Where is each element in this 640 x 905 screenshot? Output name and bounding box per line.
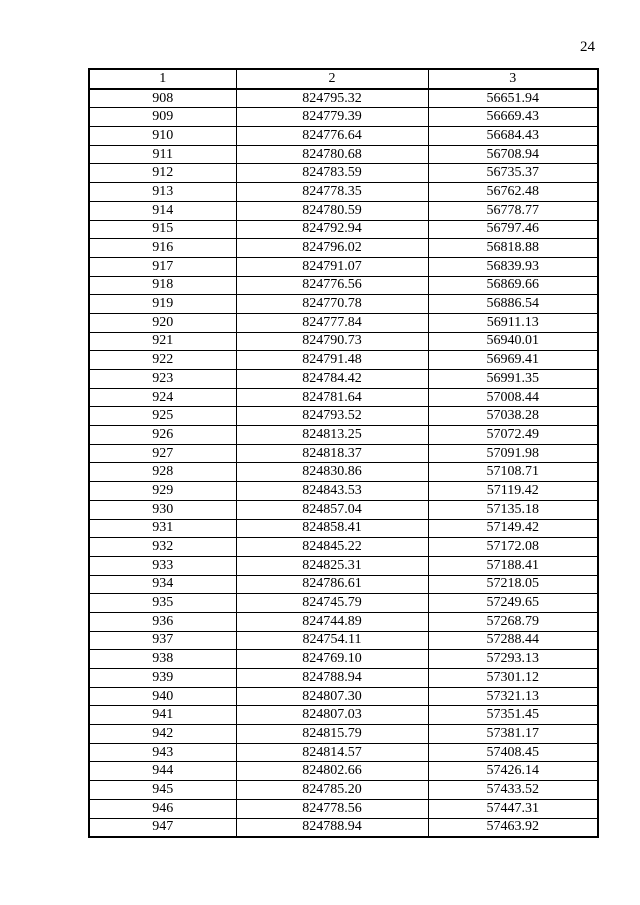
cell-y-coordinate: 56669.43: [428, 108, 598, 127]
table-row: [89, 781, 598, 800]
cell-y-coordinate: 57268.79: [428, 612, 598, 631]
cell-point-number: 925: [89, 407, 236, 426]
cell-x-coordinate: 824793.52: [236, 407, 428, 426]
column-header-point-number: 1: [89, 69, 236, 89]
cell-point-number: 931: [89, 519, 236, 538]
cell-point-number: 942: [89, 725, 236, 744]
cell-y-coordinate: 57288.44: [428, 631, 598, 650]
cell-y-coordinate: 56886.54: [428, 295, 598, 314]
cell-x-coordinate: 824830.86: [236, 463, 428, 482]
cell-y-coordinate: 57301.12: [428, 669, 598, 688]
cell-point-number: 933: [89, 556, 236, 575]
cell-y-coordinate: 56778.77: [428, 201, 598, 220]
cell-y-coordinate: 57463.92: [428, 818, 598, 837]
cell-point-number: 930: [89, 500, 236, 519]
table-row: [89, 276, 598, 295]
cell-x-coordinate: 824786.61: [236, 575, 428, 594]
cell-y-coordinate: 57351.45: [428, 706, 598, 725]
cell-x-coordinate: 824780.59: [236, 201, 428, 220]
cell-point-number: 938: [89, 650, 236, 669]
cell-point-number: 940: [89, 687, 236, 706]
table-row: [89, 669, 598, 688]
cell-x-coordinate: 824807.03: [236, 706, 428, 725]
table-row: [89, 594, 598, 613]
cell-point-number: 912: [89, 164, 236, 183]
cell-x-coordinate: 824795.32: [236, 89, 428, 108]
cell-y-coordinate: 56684.43: [428, 127, 598, 146]
cell-point-number: 945: [89, 781, 236, 800]
cell-y-coordinate: 57426.14: [428, 762, 598, 781]
cell-x-coordinate: 824818.37: [236, 444, 428, 463]
cell-point-number: 939: [89, 669, 236, 688]
table-row: [89, 612, 598, 631]
cell-y-coordinate: 57119.42: [428, 482, 598, 501]
cell-y-coordinate: 57321.13: [428, 687, 598, 706]
cell-point-number: 943: [89, 743, 236, 762]
cell-x-coordinate: 824776.56: [236, 276, 428, 295]
table-row: [89, 706, 598, 725]
cell-y-coordinate: 56839.93: [428, 257, 598, 276]
table-row: [89, 89, 598, 108]
cell-x-coordinate: 824858.41: [236, 519, 428, 538]
cell-x-coordinate: 824857.04: [236, 500, 428, 519]
cell-y-coordinate: 57072.49: [428, 426, 598, 445]
cell-x-coordinate: 824769.10: [236, 650, 428, 669]
cell-y-coordinate: 56651.94: [428, 89, 598, 108]
cell-y-coordinate: 56940.01: [428, 332, 598, 351]
cell-y-coordinate: 57108.71: [428, 463, 598, 482]
cell-x-coordinate: 824781.64: [236, 388, 428, 407]
cell-x-coordinate: 824770.78: [236, 295, 428, 314]
cell-point-number: 941: [89, 706, 236, 725]
cell-x-coordinate: 824745.79: [236, 594, 428, 613]
cell-point-number: 913: [89, 183, 236, 202]
cell-x-coordinate: 824776.64: [236, 127, 428, 146]
cell-y-coordinate: 57381.17: [428, 725, 598, 744]
cell-point-number: 911: [89, 145, 236, 164]
cell-point-number: 917: [89, 257, 236, 276]
cell-y-coordinate: 57038.28: [428, 407, 598, 426]
cell-point-number: 937: [89, 631, 236, 650]
table-row: [89, 313, 598, 332]
cell-x-coordinate: 824802.66: [236, 762, 428, 781]
cell-y-coordinate: 57293.13: [428, 650, 598, 669]
cell-point-number: 920: [89, 313, 236, 332]
cell-point-number: 914: [89, 201, 236, 220]
cell-point-number: 936: [89, 612, 236, 631]
cell-x-coordinate: 824744.89: [236, 612, 428, 631]
cell-point-number: 946: [89, 799, 236, 818]
cell-point-number: 924: [89, 388, 236, 407]
cell-x-coordinate: 824788.94: [236, 669, 428, 688]
cell-x-coordinate: 824779.39: [236, 108, 428, 127]
table-row: [89, 332, 598, 351]
table-row: [89, 725, 598, 744]
cell-point-number: 928: [89, 463, 236, 482]
cell-point-number: 909: [89, 108, 236, 127]
cell-y-coordinate: 56797.46: [428, 220, 598, 239]
column-header-x-coordinate: 2: [236, 69, 428, 89]
cell-point-number: 921: [89, 332, 236, 351]
cell-y-coordinate: 57172.08: [428, 538, 598, 557]
table-body: [89, 89, 598, 838]
table-row: [89, 482, 598, 501]
cell-x-coordinate: 824788.94: [236, 818, 428, 837]
cell-point-number: 916: [89, 239, 236, 258]
cell-point-number: 926: [89, 426, 236, 445]
cell-x-coordinate: 824813.25: [236, 426, 428, 445]
cell-x-coordinate: 824780.68: [236, 145, 428, 164]
cell-point-number: 918: [89, 276, 236, 295]
table-row: [89, 127, 598, 146]
cell-point-number: 935: [89, 594, 236, 613]
table-row: [89, 799, 598, 818]
cell-x-coordinate: 824845.22: [236, 538, 428, 557]
table-row: [89, 575, 598, 594]
cell-y-coordinate: 56969.41: [428, 351, 598, 370]
table-row: [89, 164, 598, 183]
cell-y-coordinate: 57218.05: [428, 575, 598, 594]
cell-x-coordinate: 824792.94: [236, 220, 428, 239]
table-row: [89, 444, 598, 463]
cell-point-number: 947: [89, 818, 236, 837]
cell-point-number: 923: [89, 370, 236, 389]
cell-x-coordinate: 824754.11: [236, 631, 428, 650]
cell-point-number: 910: [89, 127, 236, 146]
column-header-y-coordinate: 3: [428, 69, 598, 89]
table-header: [89, 69, 598, 89]
cell-x-coordinate: 824825.31: [236, 556, 428, 575]
cell-x-coordinate: 824783.59: [236, 164, 428, 183]
cell-point-number: 934: [89, 575, 236, 594]
cell-point-number: 929: [89, 482, 236, 501]
cell-y-coordinate: 57091.98: [428, 444, 598, 463]
table-row: [89, 519, 598, 538]
cell-y-coordinate: 57149.42: [428, 519, 598, 538]
table-row: [89, 538, 598, 557]
cell-point-number: 922: [89, 351, 236, 370]
cell-x-coordinate: 824796.02: [236, 239, 428, 258]
cell-y-coordinate: 57447.31: [428, 799, 598, 818]
cell-point-number: 927: [89, 444, 236, 463]
table-row: [89, 762, 598, 781]
cell-x-coordinate: 824815.79: [236, 725, 428, 744]
cell-y-coordinate: 56991.35: [428, 370, 598, 389]
table-row: [89, 220, 598, 239]
cell-x-coordinate: 824778.56: [236, 799, 428, 818]
table-row: [89, 407, 598, 426]
cell-x-coordinate: 824791.07: [236, 257, 428, 276]
table-row: [89, 295, 598, 314]
cell-point-number: 932: [89, 538, 236, 557]
cell-y-coordinate: 56735.37: [428, 164, 598, 183]
table-row: [89, 426, 598, 445]
table-row: [89, 183, 598, 202]
cell-point-number: 919: [89, 295, 236, 314]
cell-y-coordinate: 56869.66: [428, 276, 598, 295]
cell-y-coordinate: 56762.48: [428, 183, 598, 202]
cell-y-coordinate: 56911.13: [428, 313, 598, 332]
table-row: [89, 463, 598, 482]
table-row: [89, 687, 598, 706]
table-row: [89, 239, 598, 258]
cell-y-coordinate: 57188.41: [428, 556, 598, 575]
cell-y-coordinate: 57249.65: [428, 594, 598, 613]
cell-y-coordinate: 56818.88: [428, 239, 598, 258]
cell-x-coordinate: 824807.30: [236, 687, 428, 706]
table-row: [89, 818, 598, 837]
table-row: [89, 145, 598, 164]
table-row: [89, 351, 598, 370]
cell-point-number: 908: [89, 89, 236, 108]
cell-x-coordinate: 824784.42: [236, 370, 428, 389]
cell-y-coordinate: 56708.94: [428, 145, 598, 164]
table-row: [89, 388, 598, 407]
coordinates-table: [88, 68, 599, 838]
table-row: [89, 108, 598, 127]
cell-x-coordinate: 824790.73: [236, 332, 428, 351]
cell-point-number: 915: [89, 220, 236, 239]
table-row: [89, 631, 598, 650]
cell-y-coordinate: 57408.45: [428, 743, 598, 762]
table-row: [89, 257, 598, 276]
cell-y-coordinate: 57008.44: [428, 388, 598, 407]
table-row: [89, 650, 598, 669]
cell-x-coordinate: 824791.48: [236, 351, 428, 370]
table-header-row: [89, 69, 598, 89]
table-row: [89, 201, 598, 220]
cell-x-coordinate: 824843.53: [236, 482, 428, 501]
table-row: [89, 556, 598, 575]
page-number: 24: [580, 39, 595, 55]
cell-x-coordinate: 824777.84: [236, 313, 428, 332]
table-row: [89, 500, 598, 519]
cell-x-coordinate: 824778.35: [236, 183, 428, 202]
cell-x-coordinate: 824785.20: [236, 781, 428, 800]
cell-point-number: 944: [89, 762, 236, 781]
cell-y-coordinate: 57135.18: [428, 500, 598, 519]
cell-x-coordinate: 824814.57: [236, 743, 428, 762]
cell-y-coordinate: 57433.52: [428, 781, 598, 800]
table-row: [89, 370, 598, 389]
table-row: [89, 743, 598, 762]
